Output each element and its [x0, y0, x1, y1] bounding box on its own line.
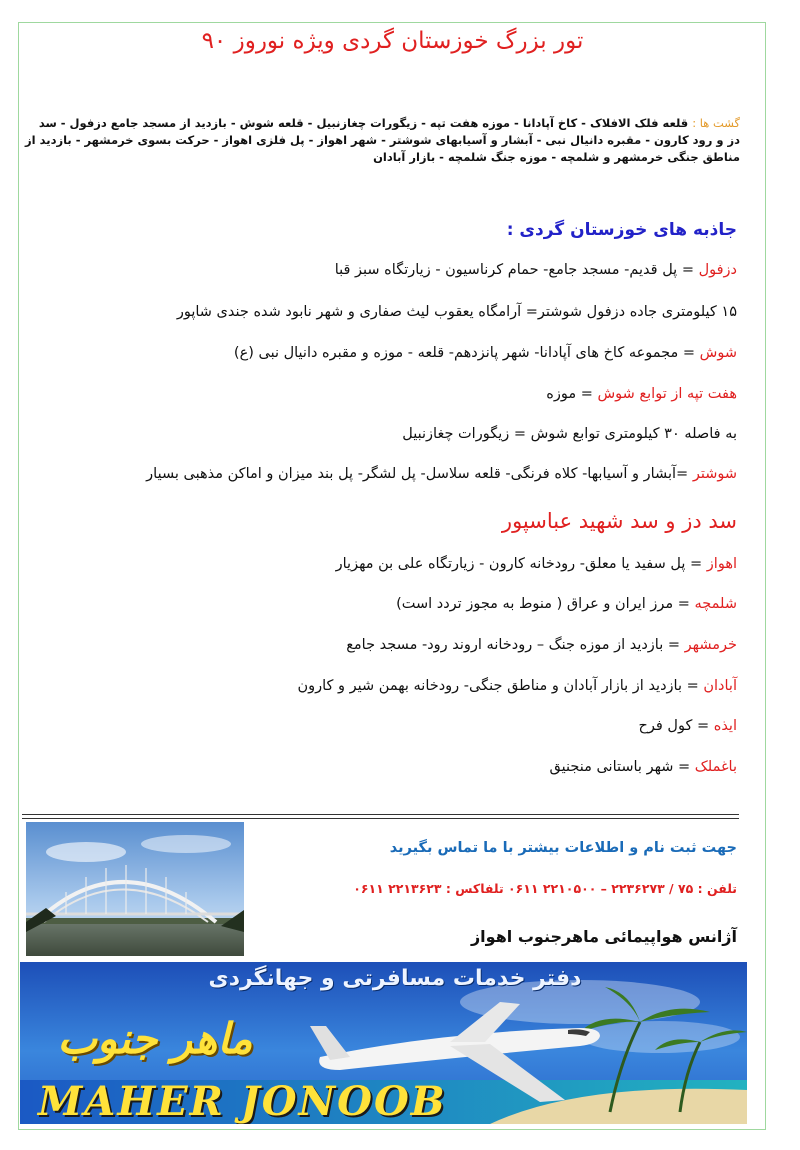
- attractions-heading: جاذبه های خوزستان گردی :: [506, 220, 737, 240]
- tours-text: قلعه فلک الافلاک - کاخ آپادانا - موزه هفت تپه - زیگورات چغازنبیل - قلعه شوش - بازدید از مسجد جامع دزفول - سد دز و رود کارون - مقبره دانیال نبی - آبشار و آسیابهای شوشتر - شهر اهواز - پل فلزی اهواز - حرکت بسوی خرمشهر - بازدید از مناطق جنگی خرمشهر و شلمچه - موزه جنگ شلمچه - بازار آبادان: [25, 116, 740, 164]
- attraction-desc: = مجموعه کاخ های آپادانا- شهر پانزدهم- قلعه - موزه و مقبره دانیال نبی (ع): [233, 345, 700, 361]
- attraction-place: دزفول: [698, 262, 737, 278]
- attraction-desc: به فاصله ۳۰ کیلومتری توابع شوش = زیگورات چغازنبیل: [402, 426, 737, 442]
- banner-service-text: دفتر خدمات مسافرتی و جهانگردی: [208, 966, 582, 991]
- attraction-item: [24, 718, 737, 734]
- attraction-desc: = مرز ایران و عراق ( منوط به مجوز تردد است): [396, 596, 695, 612]
- attraction-desc: = بازدید از بازار آبادان و مناطق جنگی- رودخانه بهمن شیر و کارون: [297, 678, 704, 694]
- separator-line: [22, 818, 739, 819]
- banner-persian-logo: ماهر جنوب: [57, 1014, 253, 1063]
- attraction-item: [24, 678, 737, 694]
- bridge-illustration: [26, 822, 244, 956]
- attraction-place: باغملک: [694, 759, 737, 775]
- attraction-desc: = موزه: [546, 386, 598, 402]
- attraction-item: [24, 426, 737, 442]
- attraction-place: شوش: [699, 345, 737, 361]
- contact-text: جهت ثبت نام و اطلاعات بیشتر با ما تماس بگیرید: [389, 840, 737, 856]
- bridge-photo: [26, 822, 244, 956]
- attraction-place: شوشتر: [692, 466, 737, 482]
- attraction-item: [24, 556, 737, 572]
- attraction-place: شلمچه: [694, 596, 737, 612]
- attraction-place: ایذه: [713, 718, 737, 734]
- attraction-desc: = بازدید از موزه جنگ – رودخانه اروند رود- مسجد جامع: [346, 637, 685, 653]
- attraction-desc: =آبشار و آسیابها- کلاه فرنگی- قلعه سلاسل- پل لشگر- پل بند میزان و اماکن مذهبی بسیار: [146, 466, 693, 482]
- banner-english-logo: MAHER JONOOB: [38, 1078, 447, 1124]
- attraction-item: [24, 637, 737, 653]
- page-title: تور بزرگ خوزستان گردی ویژه نوروز ۹۰: [201, 28, 584, 54]
- tours-label: گشت ها :: [692, 116, 740, 130]
- attraction-item: [24, 262, 737, 278]
- attraction-place: آبادان: [703, 678, 737, 694]
- maher-jonoob-banner: [20, 962, 747, 1124]
- attraction-desc: ۱۵ کیلومتری جاده دزفول شوشتر= آرامگاه یعقوب لیث صفاری و شهر نابود شده جندی شاپور: [176, 304, 737, 320]
- agency-name: آژانس هواپیمائی ماهرجنوب اهواز: [470, 927, 737, 946]
- attraction-item: [24, 386, 737, 402]
- attraction-item: [24, 759, 737, 775]
- dam-heading: سد دز و سد شهید عباسپور: [501, 509, 737, 533]
- phone-numbers: تلفن : ۷۵ / ۲۲۳۶۲۷۳ – ۲۲۱۰۵۰۰ ۰۶۱۱ تلفاکس : ۲۲۱۳۶۲۳ ۰۶۱۱: [353, 881, 737, 896]
- tours-paragraph: [24, 115, 740, 166]
- separator-line: [22, 814, 739, 815]
- attraction-place: اهواز: [706, 556, 737, 572]
- attraction-item: [24, 304, 737, 320]
- attraction-desc: = پل سفید یا معلق- رودخانه کارون - زیارتگاه علی بن مهزیار: [335, 556, 707, 572]
- attraction-place: هفت تپه از توابع شوش: [597, 386, 737, 402]
- attraction-place: خرمشهر: [684, 637, 737, 653]
- attraction-desc: = شهر باستانی منجنیق: [549, 759, 695, 775]
- attraction-item: [24, 466, 737, 482]
- attraction-desc: = کول فرح: [638, 718, 714, 734]
- attraction-desc: = پل قدیم- مسجد جامع- حمام کرناسیون - زیارتگاه سبز قبا: [334, 262, 699, 278]
- attraction-item: [24, 596, 737, 612]
- attraction-item: [24, 345, 737, 361]
